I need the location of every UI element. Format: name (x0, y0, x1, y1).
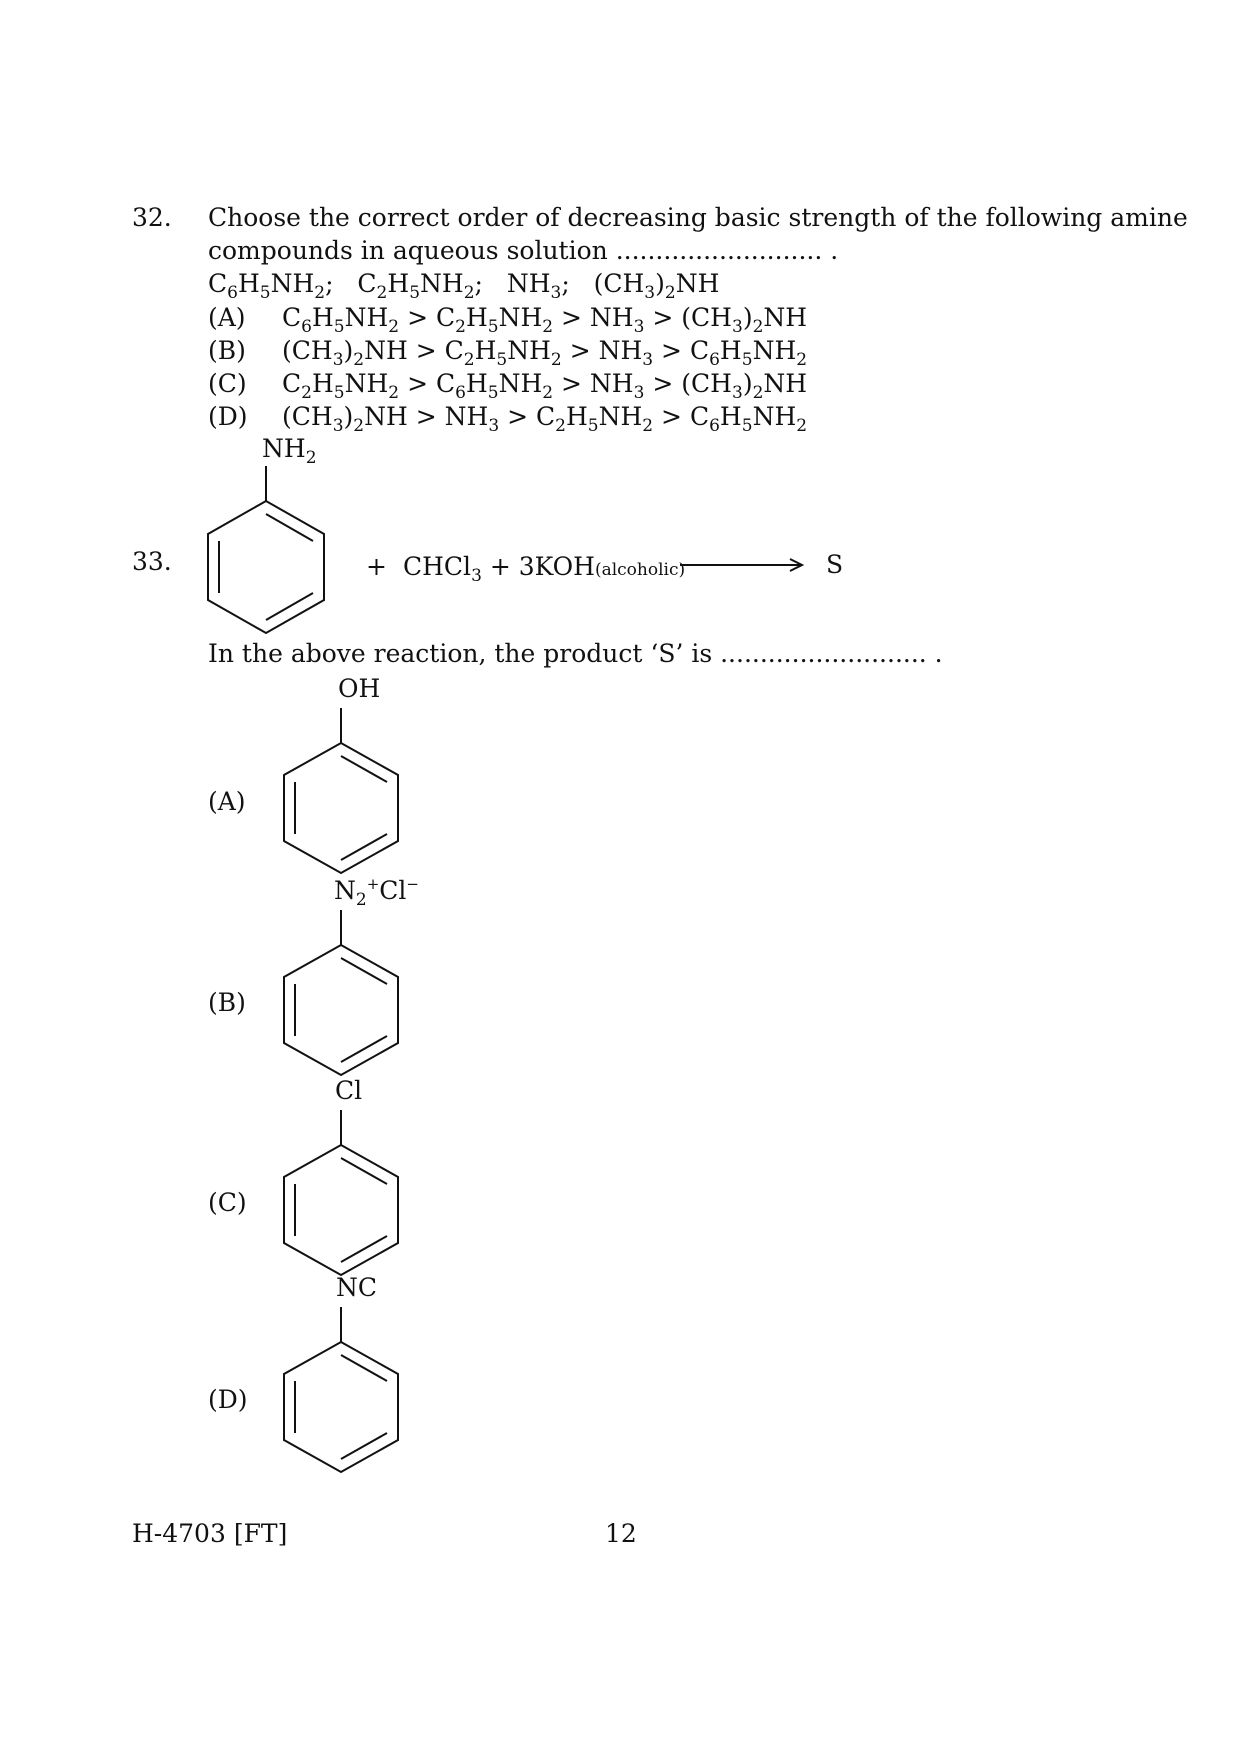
formula-text: > C (399, 303, 456, 332)
formula-text: NH (344, 303, 389, 332)
formula-text: H (719, 336, 742, 365)
formula-text: NH (506, 269, 551, 298)
formula-text: C (208, 269, 228, 298)
subscript: 2 (463, 283, 475, 303)
subscript: 2 (376, 283, 388, 303)
formula-text: ) (343, 336, 354, 365)
subscript: 2 (353, 350, 365, 370)
formula-text: NH (675, 269, 720, 298)
reaction-plus: + (366, 552, 387, 581)
footer-page-number: 12 (605, 1519, 637, 1548)
q33-option-a-label[interactable]: (A) (208, 787, 246, 816)
subscript: 2 (388, 383, 400, 403)
formula-text: H (387, 269, 410, 298)
option-b-group: $N_2^+Cl^-$ (334, 875, 419, 910)
formula-text: > (CH (644, 369, 732, 398)
formula-text: H (474, 336, 497, 365)
formula-text: H (237, 269, 260, 298)
question-number-33: 33. (132, 547, 172, 576)
subscript: 5 (587, 416, 599, 436)
formula-text: NH (598, 402, 643, 431)
subscript: 5 (487, 317, 499, 337)
footer-paper-code: H-4703 [FT] (132, 1519, 288, 1548)
subscript: 6 (709, 416, 720, 436)
subscript: 5 (496, 350, 508, 370)
subscript: 2 (301, 383, 312, 403)
q33-question-text: In the above reaction, the product ‘S’ is .......................... . (208, 639, 943, 668)
subscript: 3 (633, 317, 645, 337)
subscript: 2 (664, 283, 676, 303)
formula-text: NH (498, 369, 543, 398)
subscript: 2 (314, 283, 326, 303)
subscript: 6 (301, 317, 312, 337)
option-label: (D) (208, 402, 248, 431)
formula-text: H (465, 369, 488, 398)
formula-text: ) (742, 303, 753, 332)
formula-text: NH (498, 303, 543, 332)
subscript: 2 (796, 350, 808, 370)
reaction-product: S (826, 550, 844, 579)
formula-text: (CH (282, 336, 333, 365)
formula-text: H (311, 369, 334, 398)
formula-text: > NH (553, 303, 634, 332)
subscript: 5 (333, 383, 345, 403)
q32-text-line2: compounds in aqueous solution .......................... . (208, 236, 839, 265)
reactant-group-label: $NH_2$ (262, 434, 317, 468)
option-a-group: OH (338, 674, 381, 703)
subscript: 2 (463, 350, 475, 370)
subscript: 3 (731, 383, 743, 403)
formula-text: > C (653, 402, 710, 431)
subscript: 2 (542, 317, 554, 337)
formula-text: > C (399, 369, 456, 398)
formula-text: ; (561, 269, 570, 298)
formula-text: NH > C (364, 336, 464, 365)
option-d-group: NC (336, 1273, 378, 1302)
formula-text: H (465, 303, 488, 332)
formula-text: NH > NH (364, 402, 489, 431)
reaction-reagents: CHCl$_3$ + 3KOH(alcoholic) (403, 552, 686, 586)
formula-text: > NH (553, 369, 634, 398)
subscript: 2 (752, 317, 764, 337)
formula-text: H (311, 303, 334, 332)
formula-text: > (CH (644, 303, 732, 332)
subscript: 6 (709, 350, 720, 370)
q32-text-line1: Choose the correct order of decreasing basic strength of the following amine (208, 203, 1188, 232)
subscript: 2 (642, 416, 654, 436)
formula-text: NH (752, 336, 797, 365)
subscript: 5 (487, 383, 499, 403)
subscript: 5 (409, 283, 421, 303)
option-c-group: Cl (335, 1076, 363, 1105)
option-label: (A) (208, 303, 246, 332)
formula-text: H (719, 402, 742, 431)
subscript: 2 (455, 317, 466, 337)
option-label: (B) (208, 336, 246, 365)
formula-text: NH (420, 269, 464, 298)
q33-option-c-label[interactable]: (C) (208, 1188, 247, 1217)
formula-text: ) (742, 369, 753, 398)
formula-text: ) (655, 269, 665, 298)
option-label: (C) (208, 369, 247, 398)
formula-text: C (282, 369, 302, 398)
formula-text: > C (499, 402, 556, 431)
subscript: 5 (741, 350, 753, 370)
formula-text: ) (343, 402, 354, 431)
subscript: 2 (555, 416, 566, 436)
formula-text: ; (325, 269, 334, 298)
question-number-32: 32. (132, 203, 172, 232)
subscript: 3 (332, 350, 344, 370)
subscript: 3 (731, 317, 743, 337)
subscript: 3 (488, 416, 500, 436)
q33-option-d-label[interactable]: (D) (208, 1385, 248, 1414)
subscript: 5 (741, 416, 753, 436)
subscript: 3 (642, 350, 654, 370)
subscript: 5 (333, 317, 345, 337)
subscript: 6 (227, 283, 238, 303)
formula-text: > NH (561, 336, 643, 365)
subscript: 2 (353, 416, 365, 436)
subscript: 3 (644, 283, 656, 303)
formula-text: NH (763, 369, 808, 398)
subscript: 2 (796, 416, 808, 436)
formula-text: C (282, 303, 302, 332)
subscript: 2 (388, 317, 400, 337)
formula-text: (CH (282, 402, 333, 431)
subscript: 3 (633, 383, 645, 403)
formula-text: NH (344, 369, 389, 398)
formula-text: > C (653, 336, 710, 365)
formula-text: NH (763, 303, 808, 332)
subscript: 2 (752, 383, 764, 403)
subscript: 6 (455, 383, 466, 403)
subscript: 2 (550, 350, 562, 370)
formula-text: NH (752, 402, 797, 431)
formula-text: (CH (593, 269, 645, 298)
subscript: 5 (259, 283, 271, 303)
formula-text: H (565, 402, 588, 431)
q33-option-b-label[interactable]: (B) (208, 988, 246, 1017)
formula-text: ; (474, 269, 483, 298)
subscript: 3 (550, 283, 562, 303)
formula-text: NH (507, 336, 551, 365)
formula-text: NH (270, 269, 315, 298)
subscript: 3 (332, 416, 344, 436)
subscript: 2 (542, 383, 554, 403)
formula-text: C (357, 269, 377, 298)
